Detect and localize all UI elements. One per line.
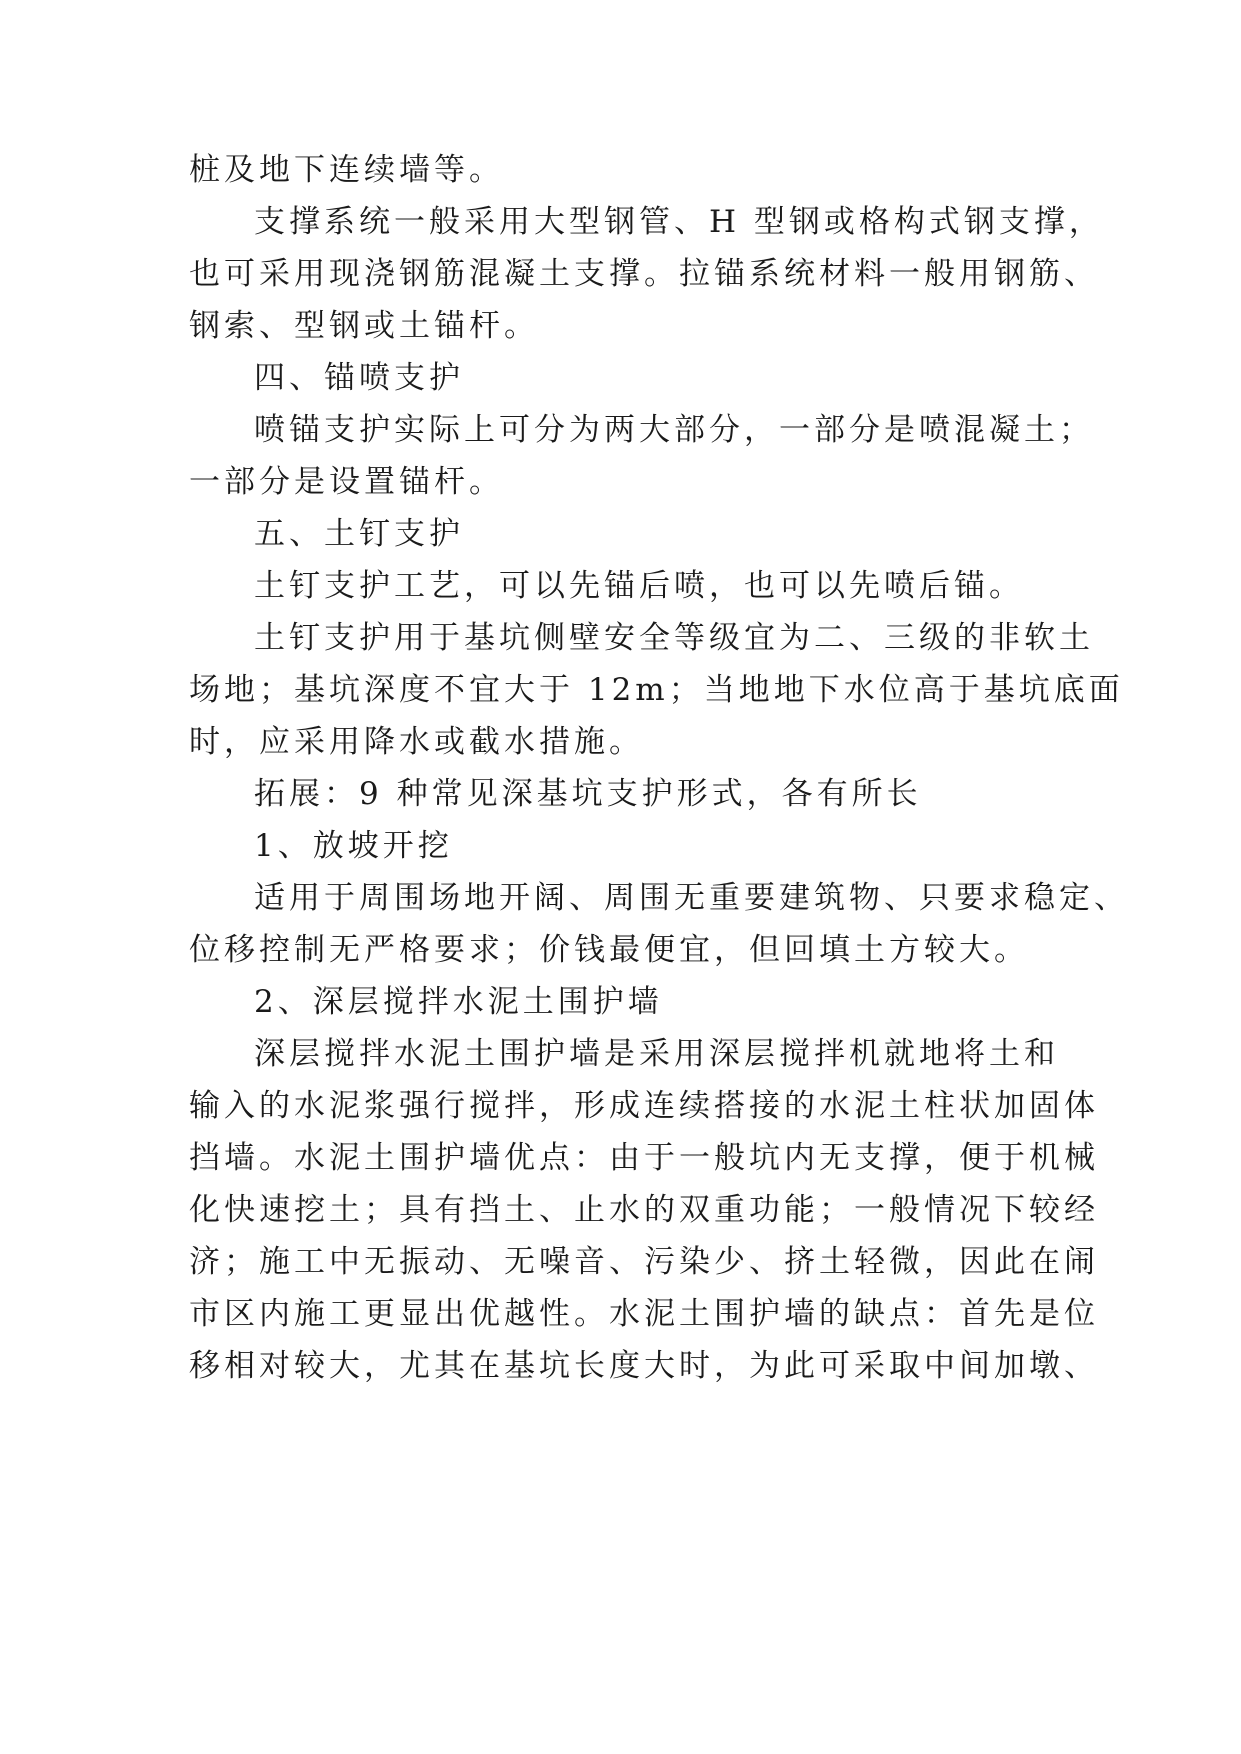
section-heading: 2、深层搅拌水泥土围护墙 <box>254 984 663 1020</box>
text-line: 化快速挖土；具有挡土、止水的双重功能；一般情况下较经 <box>189 1192 1099 1228</box>
text-line: 也可采用现浇钢筋混凝土支撑。拉锚系统材料一般用钢筋、 <box>189 256 1099 292</box>
text-line: 场地；基坑深度不宜大于 12m；当地地下水位高于基坑底面 <box>189 672 1124 708</box>
text-line: 土钉支护用于基坑侧壁安全等级宜为二、三级的非软土 <box>254 620 1094 656</box>
text-line: 输入的水泥浆强行搅拌，形成连续搭接的水泥土柱状加固体 <box>189 1088 1099 1124</box>
text-line: 一部分是设置锚杆。 <box>189 464 504 500</box>
text-line: 适用于周围场地开阔、周围无重要建筑物、只要求稳定、 <box>254 880 1129 916</box>
section-heading: 五、土钉支护 <box>254 516 464 552</box>
text-line: 济；施工中无振动、无噪音、污染少、挤土轻微，因此在闹 <box>189 1244 1099 1280</box>
text-line: 移相对较大，尤其在基坑长度大时，为此可采取中间加墩、 <box>189 1348 1099 1384</box>
text-line: 喷锚支护实际上可分为两大部分，一部分是喷混凝土； <box>254 412 1094 448</box>
text-line: 土钉支护工艺，可以先锚后喷，也可以先喷后锚。 <box>254 568 1024 604</box>
text-line: 深层搅拌水泥土围护墙是采用深层搅拌机就地将土和 <box>254 1036 1059 1072</box>
text-line: 时，应采用降水或截水措施。 <box>189 724 644 760</box>
text-line: 位移控制无严格要求；价钱最便宜，但回填土方较大。 <box>189 932 1029 968</box>
text-line: 钢索、型钢或土锚杆。 <box>189 308 539 344</box>
text-line: 支撑系统一般采用大型钢管、H 型钢或格构式钢支撑， <box>254 204 1104 240</box>
text-line: 市区内施工更显出优越性。水泥土围护墙的缺点：首先是位 <box>189 1296 1099 1332</box>
section-heading: 拓展：9 种常见深基坑支护形式，各有所长 <box>254 776 922 812</box>
text-line: 桩及地下连续墙等。 <box>189 152 504 188</box>
text-line: 挡墙。水泥土围护墙优点：由于一般坑内无支撑，便于机械 <box>189 1140 1099 1176</box>
section-heading: 1、放坡开挖 <box>254 828 453 864</box>
section-heading: 四、锚喷支护 <box>254 360 464 396</box>
